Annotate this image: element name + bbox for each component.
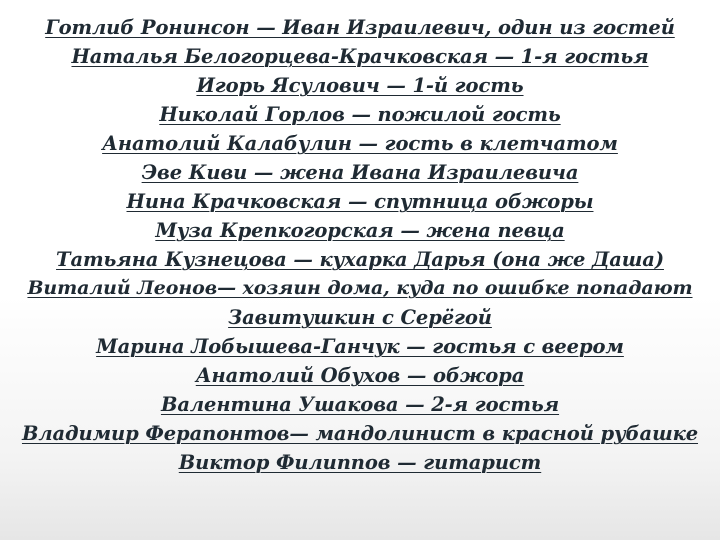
cast-line-ronenson: Готлиб Ронинсон — Иван Израилевич, один из гостей [45, 16, 675, 39]
cast-line-leonov: Виталий Леонов— хозяин дома, куда по ошибке попадают [27, 277, 693, 299]
cast-line-yasulovich: Игорь Ясулович — 1-й гость [196, 74, 524, 97]
cast-line-krepkogorskaya: Муза Крепкогорская — жена певца [155, 219, 565, 242]
cast-line-ushakova: Валентина Ушакова — 2-я гостья [160, 393, 560, 416]
cast-line-leonov-continued: Завитушкин с Серёгой [228, 306, 492, 329]
cast-line-krachkovskaya: Нина Крачковская — спутница обжоры [126, 190, 594, 213]
cast-line-kuznetsova: Татьяна Кузнецова — кухарка Дарья (она же Даша) [56, 248, 664, 271]
cast-line-gorlov: Николай Горлов — пожилой гость [159, 103, 561, 126]
cast-line-kivi: Эве Киви — жена Ивана Израилевича [141, 161, 579, 184]
cast-line-obukhov: Анатолий Обухов — обжора [195, 364, 525, 387]
cast-list [20, 13, 700, 477]
cast-line-kalabulin: Анатолий Калабулин — гость в клетчатом [102, 132, 618, 155]
cast-line-belogortseva: Наталья Белогорцева-Крачковская — 1-я гостья [71, 45, 649, 68]
cast-line-ferapontov: Владимир Ферапонтов— мандолинист в красной рубашке [21, 422, 699, 445]
cast-line-filippov: Виктор Филиппов — гитарист [178, 451, 542, 474]
cast-line-lobysheva: Марина Лобышева-Ганчук — гостья с веером [96, 335, 624, 358]
